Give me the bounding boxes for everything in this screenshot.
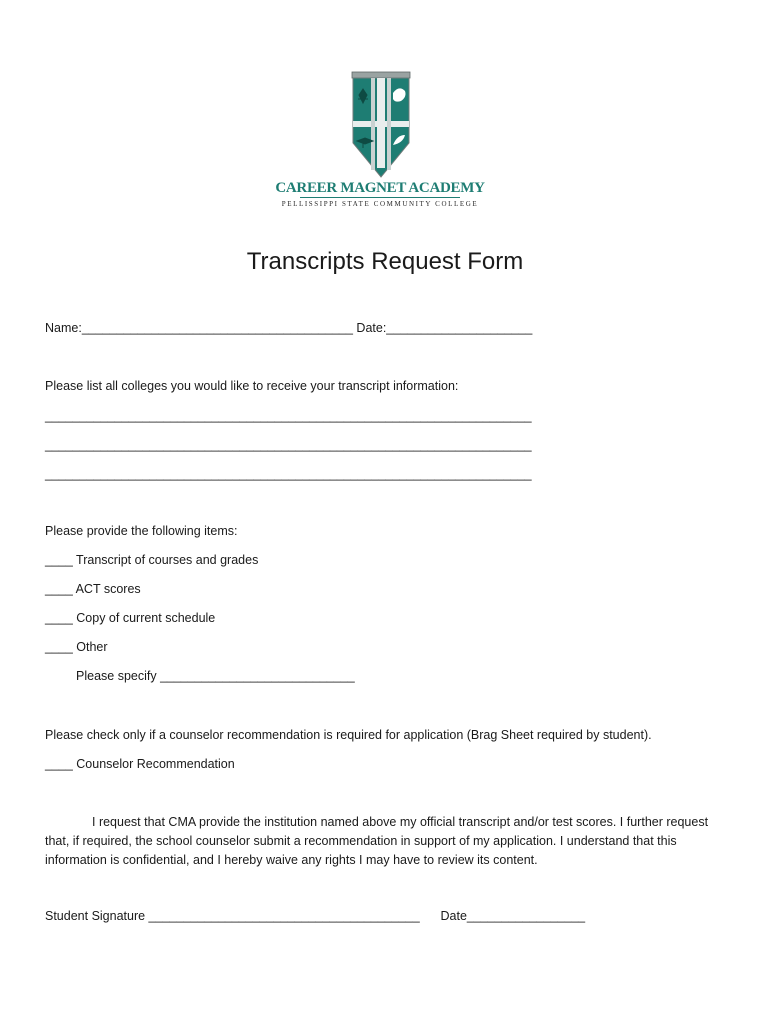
- colleges-prompt: Please list all colleges you would like to receive your transcript information:: [45, 379, 459, 393]
- counselor-recommendation-item[interactable]: ____ Counselor Recommendation: [45, 757, 235, 771]
- counselor-prompt: Please check only if a counselor recommendation is required for application (Brag Sheet required by student).: [45, 728, 652, 742]
- form-title: Transcripts Request Form: [246, 248, 524, 275]
- items-prompt: Please provide the following items:: [45, 524, 238, 538]
- item-transcript[interactable]: ____ Transcript of courses and grades: [45, 553, 259, 567]
- college-blank-line-3[interactable]: ______________________________________________________________________: [45, 467, 532, 481]
- item-other[interactable]: ____ Other: [45, 640, 108, 654]
- college-name: PELLISSIPPI STATE COMMUNITY COLLEGE: [281, 200, 479, 208]
- item-schedule[interactable]: ____ Copy of current schedule: [45, 611, 216, 625]
- academy-shield-logo: [351, 71, 411, 179]
- name-date-line[interactable]: Name:_______________________________________ Date:_____________________: [45, 321, 533, 335]
- header-rule: [300, 197, 460, 198]
- please-specify-line[interactable]: Please specify ____________________________: [76, 669, 355, 683]
- academy-name: CAREER MAGNET ACADEMY: [275, 180, 485, 196]
- item-act-scores[interactable]: ____ ACT scores: [45, 582, 141, 596]
- college-blank-line-1[interactable]: ______________________________________________________________________: [45, 409, 532, 423]
- authorization-paragraph: I request that CMA provide the institution named above my official transcript and/or test scores. I further request that, if required, the school counselor submit a recommendation in support of my application. I understand that this information is confidential, and I hereby waive any rights I may have to review its content.: [45, 815, 709, 867]
- college-blank-line-2[interactable]: ______________________________________________________________________: [45, 438, 532, 452]
- signature-date-line[interactable]: Student Signature _______________________________________ Date_________________: [45, 909, 586, 923]
